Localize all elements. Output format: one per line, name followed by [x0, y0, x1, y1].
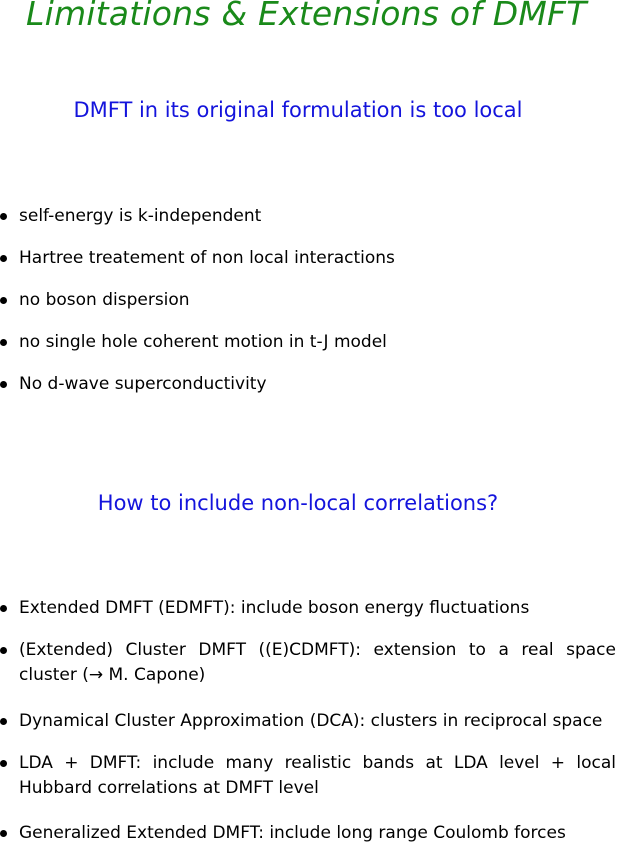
list-item-text: LDA + DMFT: include many realistic bands at LDA level + local Hubbard correlations at DMFT level: [19, 753, 616, 798]
bullet-icon: [0, 830, 7, 837]
list-item-text: Hartree treatement of non local interactions: [19, 248, 395, 268]
list-item-text: self-energy is k-independent: [19, 206, 262, 226]
bullet-icon: [0, 605, 7, 612]
slide-title: Limitations & Extensions of DMFT: [26, 0, 587, 33]
list-item-text: Generalized Extended DMFT: include long range Coulomb forces: [19, 823, 566, 843]
bullet-icon: [0, 339, 7, 346]
bullet-icon: [0, 647, 7, 654]
list-item-text: (Extended) Cluster DMFT ((E)CDMFT): extension to a real space cluster (→ M. Capone): [19, 640, 616, 685]
bullet-icon: [0, 297, 7, 304]
subheading-too-local: DMFT in its original formulation is too local: [73, 98, 523, 122]
list-item-text: Dynamical Cluster Approximation (DCA): clusters in reciprocal space: [19, 711, 603, 731]
list-item-text: Extended DMFT (EDMFT): include boson energy fluctuations: [19, 598, 530, 618]
bullet-icon: [0, 255, 7, 262]
subheading-non-local: How to include non-local correlations?: [97, 491, 499, 515]
bullet-icon: [0, 760, 7, 767]
bullet-icon: [0, 381, 7, 388]
bullet-icon: [0, 213, 7, 220]
list-item-text: No d-wave superconductivity: [19, 374, 267, 394]
list-item-text: no single hole coherent motion in t-J model: [19, 332, 387, 352]
list-item-text: no boson dispersion: [19, 290, 190, 310]
bullet-icon: [0, 718, 7, 725]
